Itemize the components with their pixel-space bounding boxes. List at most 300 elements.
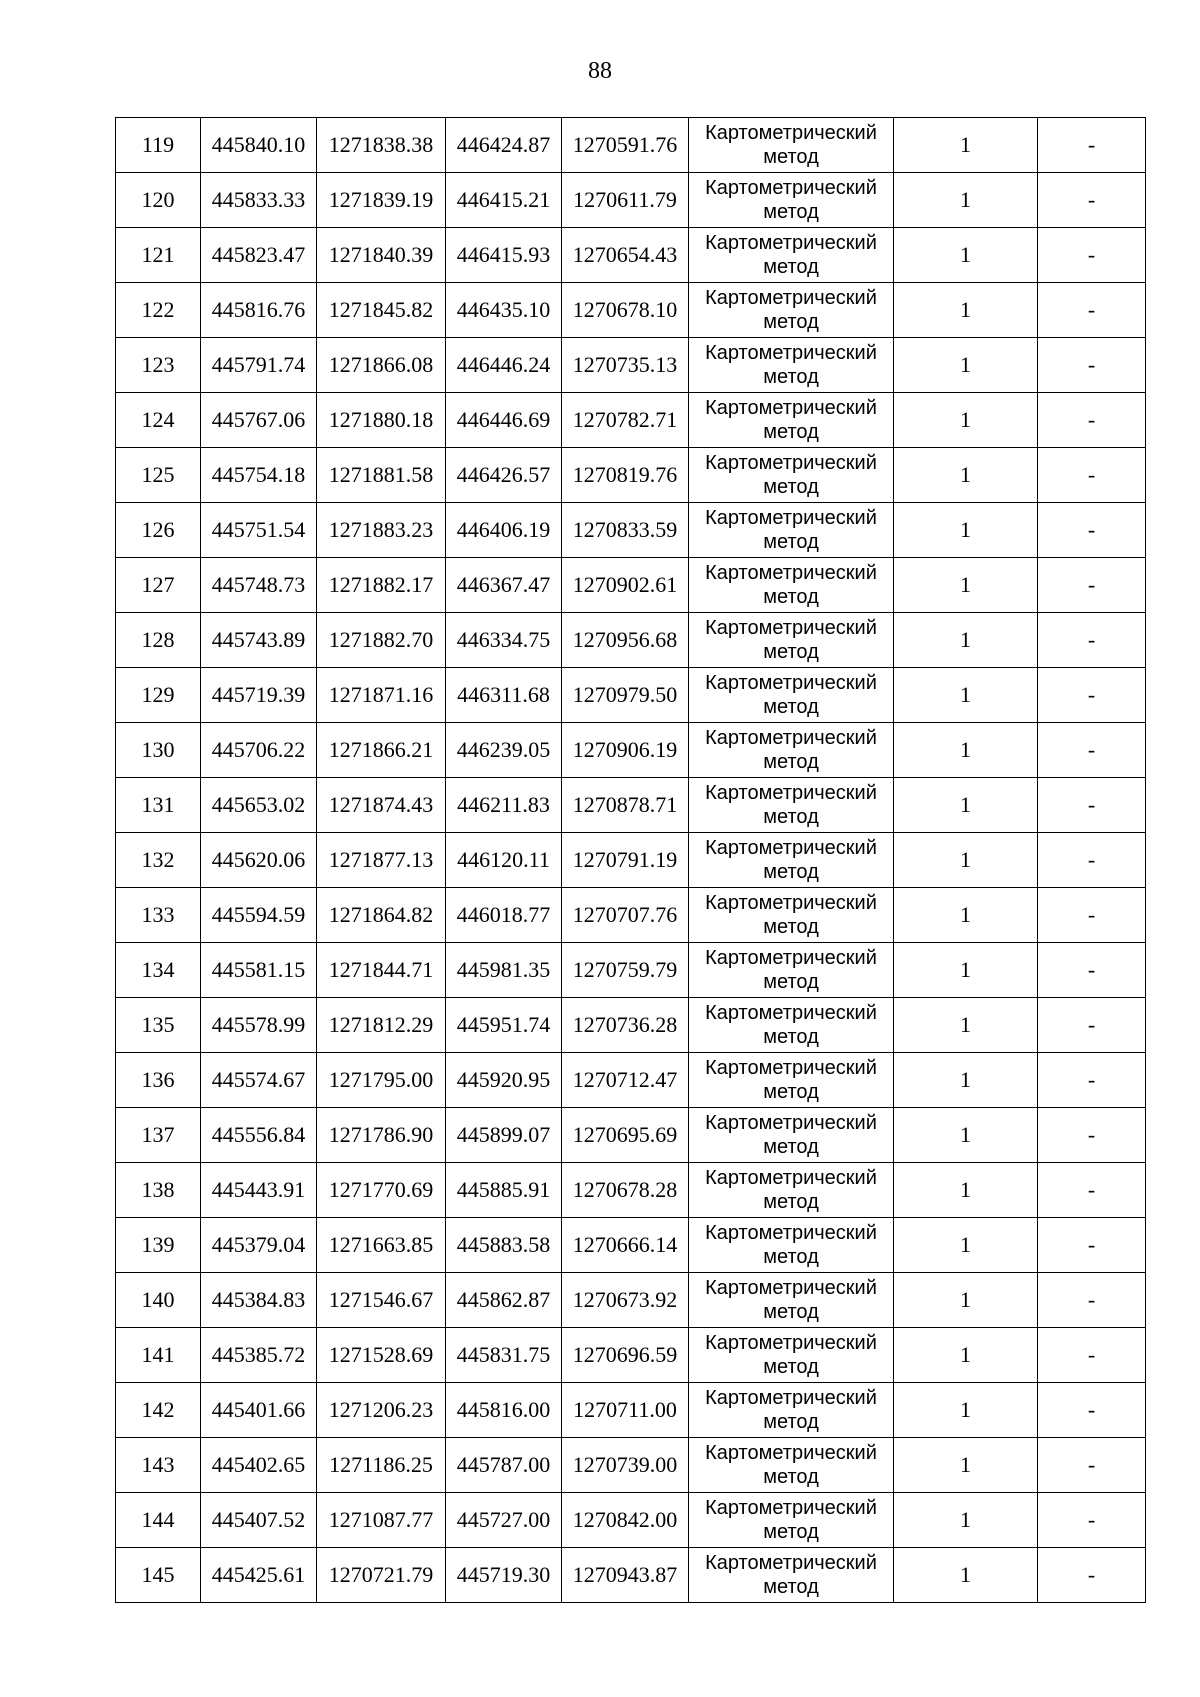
- table-row: [116, 943, 1146, 998]
- note-cell: -: [1038, 338, 1146, 393]
- coordinates-table: [115, 117, 1146, 1603]
- method-cell: [689, 943, 894, 998]
- page-number: 88: [588, 58, 612, 84]
- y-coordinate-old-cell: 1271812.29: [317, 998, 446, 1053]
- note-cell: -: [1038, 1218, 1146, 1273]
- accuracy-cell: 1: [894, 338, 1038, 393]
- x-coordinate-old-cell: 445425.61: [201, 1548, 317, 1603]
- accuracy-cell: 1: [894, 1163, 1038, 1218]
- x-coordinate-old-cell: 445620.06: [201, 833, 317, 888]
- method-cell: [689, 448, 894, 503]
- method-line-2: метод: [763, 696, 819, 718]
- y-coordinate-old-cell: 1271881.58: [317, 448, 446, 503]
- y-coordinate-old-cell: 1271663.85: [317, 1218, 446, 1273]
- accuracy-cell: 1: [894, 1273, 1038, 1328]
- point-number-cell: 125: [116, 448, 201, 503]
- method-line-1: Картометрический: [705, 1057, 877, 1079]
- y-coordinate-new-cell: 1270906.19: [562, 723, 689, 778]
- method-line-1: Картометрический: [705, 1277, 877, 1299]
- method-line-1: Картометрический: [705, 232, 877, 254]
- method-line-1: Картометрический: [705, 1552, 877, 1574]
- point-number-cell: 121: [116, 228, 201, 283]
- method-cell: [689, 393, 894, 448]
- x-coordinate-old-cell: 445402.65: [201, 1438, 317, 1493]
- note-cell: -: [1038, 118, 1146, 173]
- x-coordinate-old-cell: 445767.06: [201, 393, 317, 448]
- x-coordinate-new-cell: 446334.75: [446, 613, 562, 668]
- method-cell: [689, 503, 894, 558]
- note-cell: -: [1038, 503, 1146, 558]
- method-cell: [689, 1493, 894, 1548]
- x-coordinate-old-cell: 445706.22: [201, 723, 317, 778]
- method-line-1: Картометрический: [705, 1387, 877, 1409]
- method-line-1: Картометрический: [705, 1002, 877, 1024]
- y-coordinate-old-cell: 1271206.23: [317, 1383, 446, 1438]
- accuracy-cell: 1: [894, 1328, 1038, 1383]
- method-line-1: Картометрический: [705, 727, 877, 749]
- point-number-cell: 120: [116, 173, 201, 228]
- method-line-1: Картометрический: [705, 672, 877, 694]
- point-number-cell: 139: [116, 1218, 201, 1273]
- x-coordinate-old-cell: 445443.91: [201, 1163, 317, 1218]
- y-coordinate-new-cell: 1270842.00: [562, 1493, 689, 1548]
- method-line-2: метод: [763, 421, 819, 443]
- method-cell: [689, 118, 894, 173]
- note-cell: -: [1038, 613, 1146, 668]
- method-line-2: метод: [763, 476, 819, 498]
- x-coordinate-old-cell: 445653.02: [201, 778, 317, 833]
- y-coordinate-new-cell: 1270979.50: [562, 668, 689, 723]
- accuracy-cell: 1: [894, 888, 1038, 943]
- y-coordinate-old-cell: 1271840.39: [317, 228, 446, 283]
- point-number-cell: 135: [116, 998, 201, 1053]
- y-coordinate-old-cell: 1271880.18: [317, 393, 446, 448]
- y-coordinate-old-cell: 1271838.38: [317, 118, 446, 173]
- y-coordinate-old-cell: 1271871.16: [317, 668, 446, 723]
- method-line-2: метод: [763, 1576, 819, 1598]
- y-coordinate-old-cell: 1271882.17: [317, 558, 446, 613]
- table-body: [116, 118, 1146, 1603]
- table-row: [116, 1328, 1146, 1383]
- point-number-cell: 122: [116, 283, 201, 338]
- y-coordinate-old-cell: 1271883.23: [317, 503, 446, 558]
- x-coordinate-old-cell: 445840.10: [201, 118, 317, 173]
- accuracy-cell: 1: [894, 998, 1038, 1053]
- method-line-1: Картометрический: [705, 342, 877, 364]
- x-coordinate-new-cell: 446211.83: [446, 778, 562, 833]
- note-cell: -: [1038, 888, 1146, 943]
- method-cell: [689, 228, 894, 283]
- method-line-2: метод: [763, 1136, 819, 1158]
- x-coordinate-new-cell: 446415.21: [446, 173, 562, 228]
- method-line-2: метод: [763, 861, 819, 883]
- point-number-cell: 136: [116, 1053, 201, 1108]
- y-coordinate-new-cell: 1270739.00: [562, 1438, 689, 1493]
- point-number-cell: 123: [116, 338, 201, 393]
- point-number-cell: 141: [116, 1328, 201, 1383]
- method-line-2: метод: [763, 311, 819, 333]
- accuracy-cell: 1: [894, 393, 1038, 448]
- method-line-1: Картометрический: [705, 782, 877, 804]
- method-line-2: метод: [763, 1466, 819, 1488]
- method-cell: [689, 833, 894, 888]
- method-cell: [689, 613, 894, 668]
- accuracy-cell: 1: [894, 1218, 1038, 1273]
- x-coordinate-new-cell: 446435.10: [446, 283, 562, 338]
- method-line-2: метод: [763, 916, 819, 938]
- x-coordinate-new-cell: 446406.19: [446, 503, 562, 558]
- method-line-1: Картометрический: [705, 287, 877, 309]
- method-line-1: Картометрический: [705, 1167, 877, 1189]
- note-cell: -: [1038, 778, 1146, 833]
- method-line-2: метод: [763, 1411, 819, 1433]
- note-cell: -: [1038, 1273, 1146, 1328]
- table-row: [116, 778, 1146, 833]
- table-row: [116, 723, 1146, 778]
- method-line-2: метод: [763, 1521, 819, 1543]
- accuracy-cell: 1: [894, 1108, 1038, 1163]
- point-number-cell: 145: [116, 1548, 201, 1603]
- method-cell: [689, 338, 894, 393]
- x-coordinate-old-cell: 445556.84: [201, 1108, 317, 1163]
- method-line-1: Картометрический: [705, 947, 877, 969]
- x-coordinate-old-cell: 445574.67: [201, 1053, 317, 1108]
- y-coordinate-new-cell: 1270956.68: [562, 613, 689, 668]
- point-number-cell: 128: [116, 613, 201, 668]
- note-cell: -: [1038, 1108, 1146, 1163]
- method-line-1: Картометрический: [705, 1332, 877, 1354]
- accuracy-cell: 1: [894, 613, 1038, 668]
- y-coordinate-new-cell: 1270943.87: [562, 1548, 689, 1603]
- x-coordinate-new-cell: 445816.00: [446, 1383, 562, 1438]
- method-line-1: Картометрический: [705, 1497, 877, 1519]
- note-cell: -: [1038, 833, 1146, 888]
- note-cell: -: [1038, 723, 1146, 778]
- table-row: [116, 1548, 1146, 1603]
- table-row: [116, 1493, 1146, 1548]
- table-row: [116, 888, 1146, 943]
- x-coordinate-old-cell: 445754.18: [201, 448, 317, 503]
- y-coordinate-new-cell: 1270678.10: [562, 283, 689, 338]
- accuracy-cell: 1: [894, 448, 1038, 503]
- table-row: [116, 1108, 1146, 1163]
- table-row: [116, 833, 1146, 888]
- method-line-1: Картометрический: [705, 1222, 877, 1244]
- note-cell: -: [1038, 1163, 1146, 1218]
- x-coordinate-old-cell: 445748.73: [201, 558, 317, 613]
- table-row: [116, 118, 1146, 173]
- y-coordinate-new-cell: 1270666.14: [562, 1218, 689, 1273]
- method-cell: [689, 1218, 894, 1273]
- note-cell: -: [1038, 1383, 1146, 1438]
- y-coordinate-new-cell: 1270654.43: [562, 228, 689, 283]
- accuracy-cell: 1: [894, 228, 1038, 283]
- point-number-cell: 126: [116, 503, 201, 558]
- accuracy-cell: 1: [894, 1438, 1038, 1493]
- y-coordinate-old-cell: 1271839.19: [317, 173, 446, 228]
- accuracy-cell: 1: [894, 723, 1038, 778]
- point-number-cell: 129: [116, 668, 201, 723]
- method-line-2: метод: [763, 1026, 819, 1048]
- method-line-1: Картометрический: [705, 177, 877, 199]
- accuracy-cell: 1: [894, 668, 1038, 723]
- x-coordinate-old-cell: 445384.83: [201, 1273, 317, 1328]
- method-line-2: метод: [763, 146, 819, 168]
- note-cell: -: [1038, 558, 1146, 613]
- x-coordinate-new-cell: 445719.30: [446, 1548, 562, 1603]
- point-number-cell: 137: [116, 1108, 201, 1163]
- method-cell: [689, 998, 894, 1053]
- point-number-cell: 132: [116, 833, 201, 888]
- x-coordinate-old-cell: 445581.15: [201, 943, 317, 998]
- x-coordinate-old-cell: 445791.74: [201, 338, 317, 393]
- accuracy-cell: 1: [894, 283, 1038, 338]
- x-coordinate-new-cell: 445787.00: [446, 1438, 562, 1493]
- x-coordinate-new-cell: 446120.11: [446, 833, 562, 888]
- x-coordinate-new-cell: 446426.57: [446, 448, 562, 503]
- y-coordinate-new-cell: 1270736.28: [562, 998, 689, 1053]
- y-coordinate-new-cell: 1270878.71: [562, 778, 689, 833]
- note-cell: -: [1038, 1548, 1146, 1603]
- method-line-2: метод: [763, 201, 819, 223]
- method-line-1: Картометрический: [705, 1112, 877, 1134]
- table-row: [116, 1273, 1146, 1328]
- table-row: [116, 613, 1146, 668]
- accuracy-cell: 1: [894, 173, 1038, 228]
- x-coordinate-new-cell: 445981.35: [446, 943, 562, 998]
- method-cell: [689, 1438, 894, 1493]
- point-number-cell: 134: [116, 943, 201, 998]
- point-number-cell: 140: [116, 1273, 201, 1328]
- method-line-1: Картометрический: [705, 1442, 877, 1464]
- accuracy-cell: 1: [894, 1548, 1038, 1603]
- method-cell: [689, 1328, 894, 1383]
- x-coordinate-new-cell: 446311.68: [446, 668, 562, 723]
- y-coordinate-new-cell: 1270695.69: [562, 1108, 689, 1163]
- point-number-cell: 119: [116, 118, 201, 173]
- method-line-2: метод: [763, 806, 819, 828]
- x-coordinate-old-cell: 445816.76: [201, 283, 317, 338]
- y-coordinate-old-cell: 1271877.13: [317, 833, 446, 888]
- x-coordinate-new-cell: 445727.00: [446, 1493, 562, 1548]
- note-cell: -: [1038, 1438, 1146, 1493]
- point-number-cell: 143: [116, 1438, 201, 1493]
- note-cell: -: [1038, 668, 1146, 723]
- accuracy-cell: 1: [894, 1383, 1038, 1438]
- x-coordinate-old-cell: 445833.33: [201, 173, 317, 228]
- method-cell: [689, 1053, 894, 1108]
- x-coordinate-old-cell: 445407.52: [201, 1493, 317, 1548]
- method-line-2: метод: [763, 1081, 819, 1103]
- point-number-cell: 144: [116, 1493, 201, 1548]
- y-coordinate-old-cell: 1270721.79: [317, 1548, 446, 1603]
- note-cell: -: [1038, 448, 1146, 503]
- method-line-1: Картометрический: [705, 837, 877, 859]
- y-coordinate-new-cell: 1270782.71: [562, 393, 689, 448]
- y-coordinate-new-cell: 1270735.13: [562, 338, 689, 393]
- table-row: [116, 1053, 1146, 1108]
- x-coordinate-old-cell: 445594.59: [201, 888, 317, 943]
- y-coordinate-new-cell: 1270833.59: [562, 503, 689, 558]
- y-coordinate-old-cell: 1271795.00: [317, 1053, 446, 1108]
- note-cell: -: [1038, 283, 1146, 338]
- y-coordinate-old-cell: 1271882.70: [317, 613, 446, 668]
- method-line-2: метод: [763, 1301, 819, 1323]
- accuracy-cell: 1: [894, 1493, 1038, 1548]
- y-coordinate-new-cell: 1270678.28: [562, 1163, 689, 1218]
- x-coordinate-new-cell: 446018.77: [446, 888, 562, 943]
- method-cell: [689, 173, 894, 228]
- method-line-1: Картометрический: [705, 507, 877, 529]
- note-cell: -: [1038, 943, 1146, 998]
- method-line-1: Картометрический: [705, 562, 877, 584]
- method-cell: [689, 1548, 894, 1603]
- method-line-2: метод: [763, 366, 819, 388]
- x-coordinate-new-cell: 445885.91: [446, 1163, 562, 1218]
- y-coordinate-new-cell: 1270696.59: [562, 1328, 689, 1383]
- method-cell: [689, 283, 894, 338]
- table-row: [116, 393, 1146, 448]
- note-cell: -: [1038, 393, 1146, 448]
- y-coordinate-new-cell: 1270902.61: [562, 558, 689, 613]
- x-coordinate-new-cell: 445951.74: [446, 998, 562, 1053]
- y-coordinate-old-cell: 1271087.77: [317, 1493, 446, 1548]
- method-line-1: Картометрический: [705, 397, 877, 419]
- y-coordinate-old-cell: 1271864.82: [317, 888, 446, 943]
- method-cell: [689, 1273, 894, 1328]
- y-coordinate-new-cell: 1270712.47: [562, 1053, 689, 1108]
- x-coordinate-old-cell: 445578.99: [201, 998, 317, 1053]
- y-coordinate-old-cell: 1271770.69: [317, 1163, 446, 1218]
- point-number-cell: 130: [116, 723, 201, 778]
- x-coordinate-old-cell: 445719.39: [201, 668, 317, 723]
- x-coordinate-new-cell: 446424.87: [446, 118, 562, 173]
- method-line-2: метод: [763, 1191, 819, 1213]
- x-coordinate-old-cell: 445401.66: [201, 1383, 317, 1438]
- point-number-cell: 133: [116, 888, 201, 943]
- method-line-2: метод: [763, 971, 819, 993]
- table-row: [116, 503, 1146, 558]
- method-line-1: Картометрический: [705, 892, 877, 914]
- table-row: [116, 558, 1146, 613]
- method-line-2: метод: [763, 531, 819, 553]
- table-row: [116, 1163, 1146, 1218]
- x-coordinate-new-cell: 446239.05: [446, 723, 562, 778]
- note-cell: -: [1038, 228, 1146, 283]
- x-coordinate-old-cell: 445743.89: [201, 613, 317, 668]
- y-coordinate-new-cell: 1270673.92: [562, 1273, 689, 1328]
- method-line-2: метод: [763, 641, 819, 663]
- x-coordinate-new-cell: 445862.87: [446, 1273, 562, 1328]
- x-coordinate-old-cell: 445751.54: [201, 503, 317, 558]
- y-coordinate-new-cell: 1270591.76: [562, 118, 689, 173]
- x-coordinate-new-cell: 446446.69: [446, 393, 562, 448]
- method-cell: [689, 778, 894, 833]
- accuracy-cell: 1: [894, 943, 1038, 998]
- note-cell: -: [1038, 1053, 1146, 1108]
- method-line-2: метод: [763, 1356, 819, 1378]
- accuracy-cell: 1: [894, 118, 1038, 173]
- note-cell: -: [1038, 998, 1146, 1053]
- y-coordinate-new-cell: 1270819.76: [562, 448, 689, 503]
- note-cell: -: [1038, 173, 1146, 228]
- accuracy-cell: 1: [894, 558, 1038, 613]
- note-cell: -: [1038, 1493, 1146, 1548]
- table-row: [116, 338, 1146, 393]
- table-row: [116, 228, 1146, 283]
- point-number-cell: 124: [116, 393, 201, 448]
- x-coordinate-new-cell: 445899.07: [446, 1108, 562, 1163]
- accuracy-cell: 1: [894, 778, 1038, 833]
- method-cell: [689, 723, 894, 778]
- y-coordinate-new-cell: 1270611.79: [562, 173, 689, 228]
- x-coordinate-old-cell: 445823.47: [201, 228, 317, 283]
- x-coordinate-new-cell: 446415.93: [446, 228, 562, 283]
- method-line-1: Картометрический: [705, 617, 877, 639]
- x-coordinate-old-cell: 445385.72: [201, 1328, 317, 1383]
- point-number-cell: 138: [116, 1163, 201, 1218]
- method-line-2: метод: [763, 586, 819, 608]
- y-coordinate-old-cell: 1271786.90: [317, 1108, 446, 1163]
- method-cell: [689, 1383, 894, 1438]
- x-coordinate-new-cell: 445831.75: [446, 1328, 562, 1383]
- table-row: [116, 1438, 1146, 1493]
- x-coordinate-old-cell: 445379.04: [201, 1218, 317, 1273]
- method-line-1: Картометрический: [705, 452, 877, 474]
- y-coordinate-old-cell: 1271186.25: [317, 1438, 446, 1493]
- y-coordinate-old-cell: 1271546.67: [317, 1273, 446, 1328]
- point-number-cell: 142: [116, 1383, 201, 1438]
- method-line-2: метод: [763, 256, 819, 278]
- y-coordinate-old-cell: 1271528.69: [317, 1328, 446, 1383]
- accuracy-cell: 1: [894, 833, 1038, 888]
- y-coordinate-new-cell: 1270707.76: [562, 888, 689, 943]
- method-cell: [689, 1163, 894, 1218]
- x-coordinate-new-cell: 446367.47: [446, 558, 562, 613]
- method-cell: [689, 888, 894, 943]
- method-cell: [689, 668, 894, 723]
- y-coordinate-old-cell: 1271866.21: [317, 723, 446, 778]
- point-number-cell: 131: [116, 778, 201, 833]
- point-number-cell: 127: [116, 558, 201, 613]
- method-line-2: метод: [763, 1246, 819, 1268]
- y-coordinate-new-cell: 1270759.79: [562, 943, 689, 998]
- table-row: [116, 173, 1146, 228]
- y-coordinate-old-cell: 1271844.71: [317, 943, 446, 998]
- x-coordinate-new-cell: 445883.58: [446, 1218, 562, 1273]
- y-coordinate-old-cell: 1271845.82: [317, 283, 446, 338]
- y-coordinate-new-cell: 1270791.19: [562, 833, 689, 888]
- method-cell: [689, 558, 894, 613]
- y-coordinate-new-cell: 1270711.00: [562, 1383, 689, 1438]
- table-row: [116, 998, 1146, 1053]
- method-line-1: Картометрический: [705, 122, 877, 144]
- accuracy-cell: 1: [894, 1053, 1038, 1108]
- method-cell: [689, 1108, 894, 1163]
- x-coordinate-new-cell: 446446.24: [446, 338, 562, 393]
- table-row: [116, 1383, 1146, 1438]
- x-coordinate-new-cell: 445920.95: [446, 1053, 562, 1108]
- table-row: [116, 1218, 1146, 1273]
- y-coordinate-old-cell: 1271874.43: [317, 778, 446, 833]
- accuracy-cell: 1: [894, 503, 1038, 558]
- table-row: [116, 283, 1146, 338]
- note-cell: -: [1038, 1328, 1146, 1383]
- y-coordinate-old-cell: 1271866.08: [317, 338, 446, 393]
- table-row: [116, 668, 1146, 723]
- table-row: [116, 448, 1146, 503]
- method-line-2: метод: [763, 751, 819, 773]
